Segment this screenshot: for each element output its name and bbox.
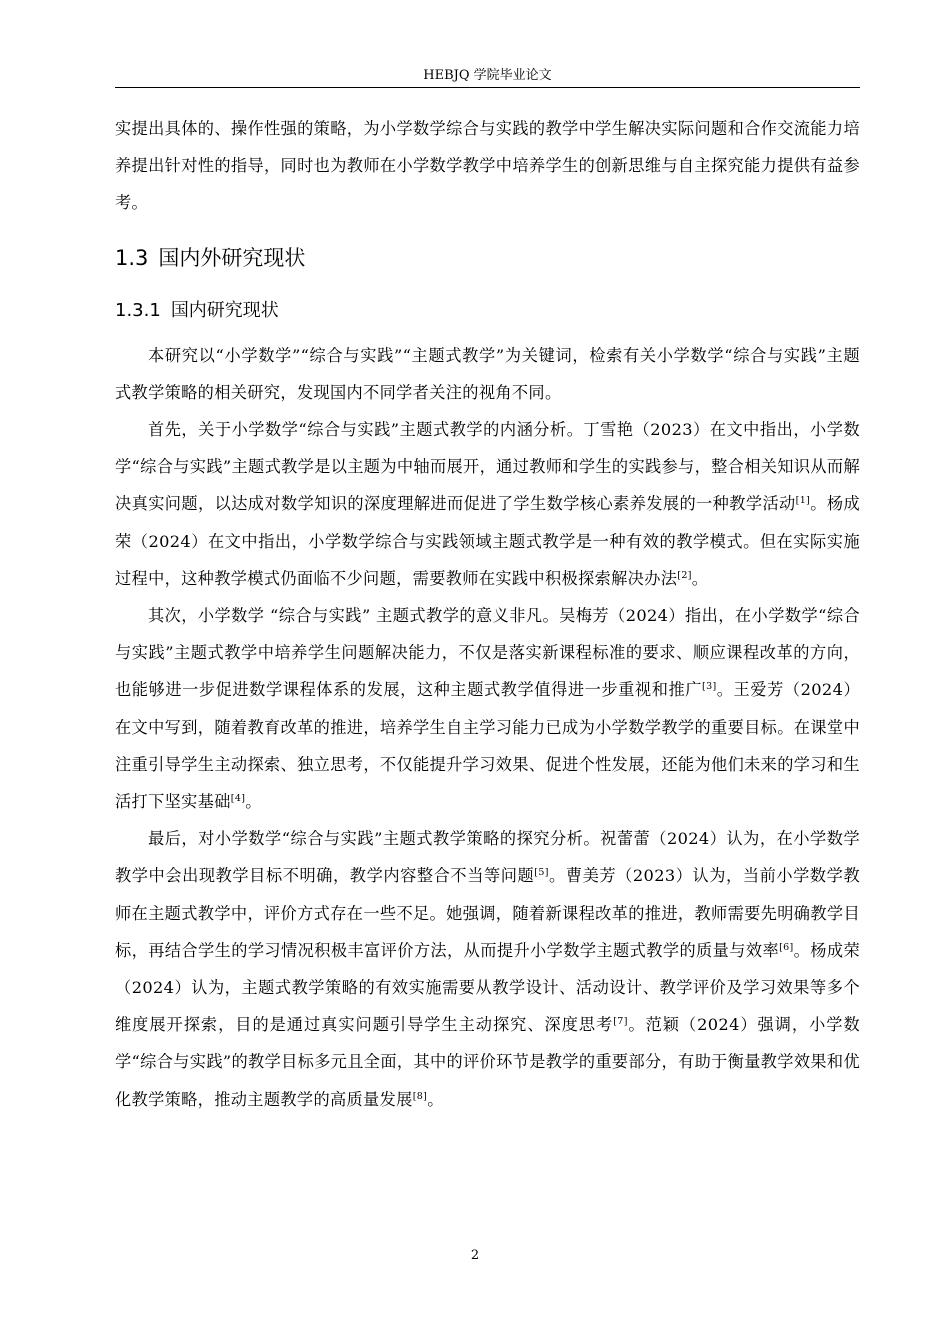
- intro-paragraph: 实提出具体的、操作性强的策略，为小学数学综合与实践的教学中学生解决实际问题和合作交流能力培养提出针对性的指导，同时也为教师在小学数学教学中培养学生的创新思维与自主探究能力提供有益参考。: [115, 119, 860, 213]
- section-title: 国内外研究现状: [158, 245, 306, 270]
- subsection-heading: [115, 297, 860, 337]
- paragraph-text: 首先，关于小学数学“综合与实践”主题式教学的内涵分析。丁雪艳（2023）在文中指出，小学数学“综合与实践”主题式教学是以主题为中轴而展开，通过教师和学生的实践参与，整合相关知识从而解决真实问题，以达成对数学知识的深度理解进而促进了学生数学核心素养发展的一种教学活动: [115, 420, 860, 514]
- running-header: HEBJQ 学院毕业论文: [423, 68, 552, 83]
- citation-ref-4[interactable]: [4]: [230, 793, 246, 805]
- subsection-number: 1.3.1: [115, 299, 161, 321]
- header-rule: [115, 87, 860, 88]
- page-body: [115, 110, 860, 1118]
- section-number: 1.3: [115, 245, 149, 270]
- page-number: 2: [470, 1248, 480, 1263]
- citation-ref-6[interactable]: [6]: [779, 941, 794, 953]
- paragraph-connotation: [115, 411, 860, 597]
- paragraph-text: 。王爱芳（2024）在文中写到，随着教育改革的推进，培养学生自主学习能力已成为小学数学教学的重要目标。在课堂中注重引导学生主动探索、独立思考，不仅能提升学习效果、促进个性发展，还能为他们未来的学习和生活打下坚实基础: [115, 680, 860, 812]
- citation-ref-5[interactable]: [5]: [534, 867, 549, 879]
- paragraph-text: 。曹美芳（2023）认为，当前小学数学教师在主题式教学中，评价方式存在一些不足。她强调，随着新课程改革的推进，教师需要先明确教学目标，再结合学生的学习情况积极丰富评价方法，从而提升小学数学主题式教学的质量与效率: [115, 866, 860, 960]
- section-heading: [115, 243, 860, 297]
- citation-ref-2[interactable]: [2]: [677, 569, 692, 581]
- paragraph-text: 其次，小学数学 “综合与实践” 主题式教学的意义非凡。吴梅芳（2024）指出，在小学数学“综合与实践”主题式教学中培养学生问题解决能力，不仅是落实新课程标准的要求、顺应课程改革的方向，也能够进一步促进数学课程体系的发展，这种主题式教学值得进一步重视和推广: [115, 606, 860, 700]
- paragraph-text: 。范颖（2024）强调，小学数学“综合与实践”的教学目标多元且全面，其中的评价环节是教学的重要部分，有助于衡量教学效果和优化教学策略，推动主题教学的高质量发展: [115, 1015, 860, 1109]
- subsection-title: 国内研究现状: [170, 299, 279, 321]
- citation-ref-1[interactable]: [1]: [795, 495, 811, 507]
- paragraph-keywords: 本研究以“小学数学”“综合与实践”“主题式教学”为关键词，检索有关小学数学“综合与实践”主题式教学策略的相关研究，发现国内不同学者关注的视角不同。: [115, 345, 860, 402]
- paragraph-text: 。: [245, 792, 262, 812]
- paragraph-text: 最后，对小学数学“综合与实践”主题式教学策略的探究分析。祝蕾蕾（2024）认为，在小学数学教学中会出现教学目标不明确，教学内容整合不当等问题: [115, 829, 860, 886]
- paragraph-significance: [115, 597, 860, 820]
- paragraph-strategy: [115, 820, 860, 1118]
- paragraph-text: 。: [427, 1089, 444, 1109]
- citation-ref-7[interactable]: [7]: [613, 1016, 628, 1028]
- citation-ref-8[interactable]: [8]: [412, 1090, 428, 1102]
- citation-ref-3[interactable]: [3]: [702, 681, 717, 693]
- paragraph-text: 。杨成荣（2024）认为，主题式教学策略的有效实施需要从教学设计、活动设计、教学评价及学习效果等多个维度展开探索，目的是通过真实问题引导学生主动探究、深度思考: [115, 940, 861, 1035]
- paragraph-text: 。杨成荣（2024）在文中指出，小学数学综合与实践领域主题式教学是一种有效的教学模式。但在实际实施过程中，这种教学模式仍面临不少问题，需要教师在实践中积极探索解决办法: [115, 494, 860, 588]
- paragraph-text: 。: [691, 568, 709, 588]
